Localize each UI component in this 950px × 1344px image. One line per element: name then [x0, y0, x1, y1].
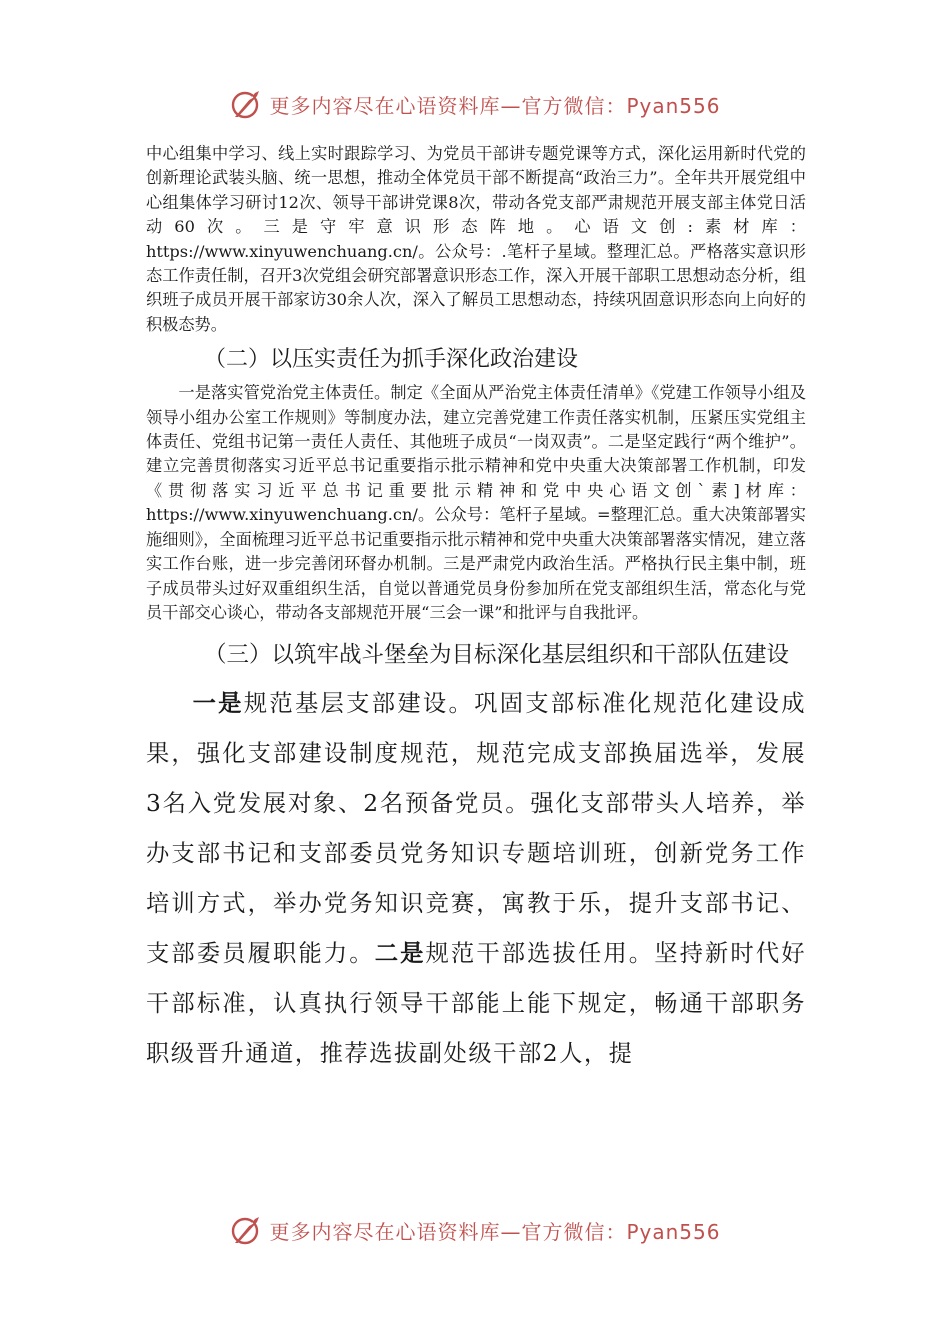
bold-lead-1: 一是: [192, 690, 244, 718]
paragraph-3-text-1: 规范基层支部建设。巩固支部标准化规范化建设成果，强化支部建设制度规范，规范完成支部换届选举，发展3名入党发展对象、2名预备党员。强化支部带头人培养，举办支部书记和支部委员党务知识专题培训班，创新党务工作培训方式，举办党务知识竞赛，寓教于乐，提升支部书记、支部委员履职能力。: [146, 690, 807, 968]
quill-logo-icon: [229, 87, 263, 121]
paragraph-2: 一是落实管党治党主体责任。制定《全面从严治党主体责任清单》《党建工作领导小组及领导小组办公室工作规则》等制度办法，建立完善党建工作责任落实机制，压紧压实党组主体责任、党组书记第一责任人责任、其他班子成员“一岗双责”。二是坚定践行“两个维护”。建立完善贯彻落实习近平总书记重要指示批示精神和党中央重大决策部署工作机制，印发《贯彻落实习近平总书记重要批示精神和党中央心语文创`素]材库：https://www.xinyuwenchuang.cn/。公众号：笔杆子星域。=整理汇总。重大决策部署实施细则》，全面梳理习近平总书记重要指示批示精神和党中央重大决策部署落实情况，建立落实工作台账，进一步完善闭环督办机制。三是严肃党内政治生活。严格执行民主集中制，班子成员带头过好双重组织生活，自觉以普通党员身份参加所在党支部组织生活，常态化与党员干部交心谈心，带动各支部规范开展“三会一课”和批评与自我批评。: [146, 383, 806, 622]
document-body: [146, 142, 806, 1079]
paragraph-3-text-2: 规范干部选拔任用。坚持新时代好干部标准，认真执行领导干部能上能下规定，畅通干部职务职级晋升通道，推荐选拔副处级干部2人，提: [146, 940, 807, 1068]
bold-lead-2: 二是: [374, 940, 426, 968]
quill-logo-icon: [229, 1213, 263, 1247]
section-heading-3: （三）以筑牢战斗堡垒为目标深化基层组织和干部队伍建设: [204, 642, 790, 669]
paragraph-3: [146, 679, 806, 1079]
footer-banner-text: 更多内容尽在心语资料库—官方微信：Pyan556: [269, 1219, 721, 1244]
header-banner: [0, 84, 950, 124]
header-banner-text: 更多内容尽在心语资料库—官方微信：Pyan556: [269, 93, 721, 118]
footer-banner: [0, 1210, 950, 1250]
section-heading-2: （二）以压实责任为抓手深化政治建设: [204, 347, 579, 373]
paragraph-1: 中心组集中学习、线上实时跟踪学习、为党员干部讲专题党课等方式，深化运用新时代党的创新理论武装头脑、统一思想，推动全体党员干部不断提高“政治三力”。全年共开展党组中心组集体学习研讨12次、领导干部讲党课8次，带动各党支部严肃规范开展支部主体党日活动60次。三是守牢意识形态阵地。心语文创:素材库：https://www.xinyuwenchuang.cn/。公众号：.笔杆子星域。整理汇总。严格落实意识形态工作责任制，召开3次党组会研究部署意识形态工作，深入开展干部职工思想动态分析，组织班子成员开展干部家访30余人次，深入了解员工思想动态，持续巩固意识形态向上向好的积极态势。: [146, 144, 806, 334]
